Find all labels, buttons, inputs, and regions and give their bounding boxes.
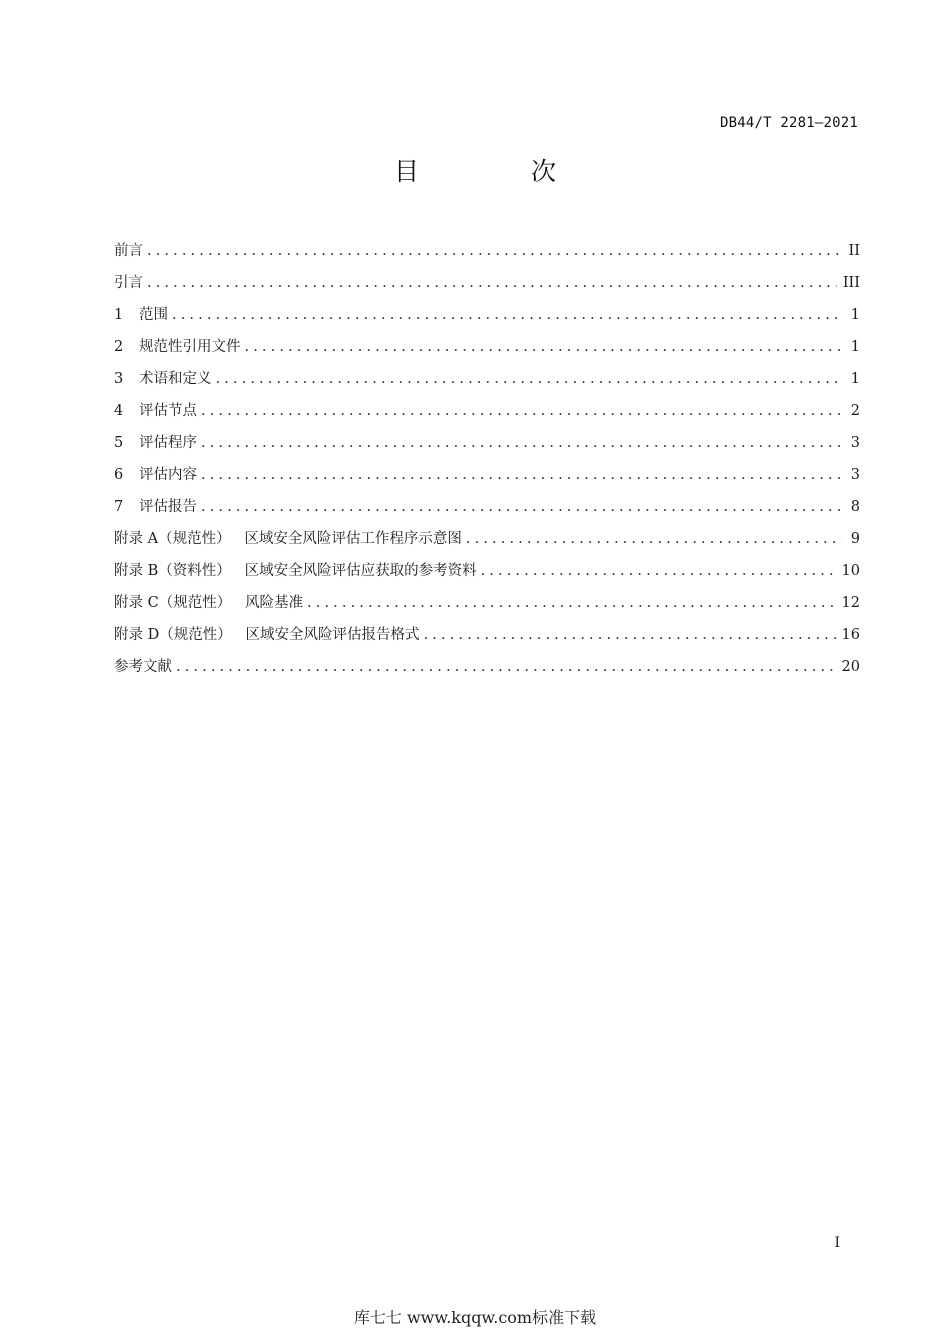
toc-entry-label: 评估内容 [139, 467, 197, 483]
toc-entry-number: 5 [114, 435, 124, 451]
toc-entry-page: 1 [850, 371, 860, 387]
toc-entry-number: 2 [114, 339, 124, 355]
toc-entry-assessment-content[interactable] [114, 463, 860, 495]
toc-leader-dots [201, 431, 842, 455]
toc-entry-scope[interactable] [114, 303, 860, 335]
toc-entry-foreword[interactable] [114, 239, 860, 271]
toc-entry-page: II [848, 243, 860, 259]
toc-leader-dots [481, 559, 836, 583]
toc-leader-dots [147, 271, 837, 295]
toc-entry-terms-definitions[interactable] [114, 367, 860, 399]
toc-entry-page: 12 [841, 595, 860, 611]
toc-entry-annex-a[interactable] [114, 527, 860, 559]
toc-title: 目 次 [394, 157, 608, 186]
toc-entry-annex-d[interactable] [114, 623, 860, 655]
toc-entry-page: 3 [850, 467, 860, 483]
page-number: I [834, 1235, 840, 1251]
toc-leader-dots [147, 239, 842, 263]
toc-entry-page: III [842, 275, 860, 291]
toc-entry-page: 8 [850, 499, 860, 515]
toc-entry-page: 3 [850, 435, 860, 451]
toc-entry-annex-b[interactable] [114, 559, 860, 591]
toc-entry-annex-c[interactable] [114, 591, 860, 623]
toc-entry-bibliography[interactable] [114, 655, 860, 687]
toc-leader-dots [216, 367, 843, 391]
toc-leader-dots [424, 623, 836, 647]
toc-entry-number: 7 [114, 499, 124, 515]
toc-entry-label: 评估报告 [139, 499, 197, 515]
toc-leader-dots [201, 463, 842, 487]
toc-entry-page: 1 [850, 339, 860, 355]
toc-entry-label: 参考文献 [114, 659, 172, 675]
footer-watermark: 库七七 www.kqqw.com标准下载 [353, 1308, 597, 1327]
toc-leader-dots [466, 527, 842, 551]
toc-entry-label: 评估程序 [139, 435, 197, 451]
toc-leader-dots [176, 655, 836, 679]
toc-entry-page: 16 [841, 627, 860, 643]
toc-entry-label: 前言 [114, 243, 143, 259]
toc-entry-normative-references[interactable] [114, 335, 860, 367]
toc-entry-page: 9 [850, 531, 860, 547]
toc-entry-assessment-report[interactable] [114, 495, 860, 527]
toc-entry-label: 附录 A（规范性） 区域安全风险评估工作程序示意图 [114, 531, 462, 547]
toc-entry-label: 附录 C（规范性） 风险基准 [114, 595, 304, 611]
toc-entry-label: 附录 B（资料性） 区域安全风险评估应获取的参考资料 [114, 563, 477, 579]
toc-entry-introduction[interactable] [114, 271, 860, 303]
toc-entry-assessment-nodes[interactable] [114, 399, 860, 431]
toc-entry-label: 评估节点 [139, 403, 197, 419]
toc-leader-dots [245, 335, 843, 359]
table-of-contents [114, 239, 860, 687]
toc-entry-page: 20 [841, 659, 860, 675]
toc-entry-label: 范围 [139, 307, 168, 323]
toc-entry-number: 4 [114, 403, 124, 419]
toc-entry-number: 6 [114, 467, 124, 483]
toc-entry-label: 规范性引用文件 [139, 339, 241, 355]
toc-entry-page: 2 [850, 403, 860, 419]
document-code: DB44/T 2281—2021 [719, 115, 858, 131]
toc-leader-dots [172, 303, 842, 327]
toc-entry-page: 1 [850, 307, 860, 323]
toc-entry-label: 附录 D（规范性） 区域安全风险评估报告格式 [114, 627, 420, 643]
toc-leader-dots [201, 399, 842, 423]
toc-entry-label: 引言 [114, 275, 143, 291]
toc-leader-dots [307, 591, 836, 615]
toc-entry-number: 3 [114, 371, 124, 387]
toc-leader-dots [201, 495, 842, 519]
toc-entry-page: 10 [841, 563, 860, 579]
toc-entry-label: 术语和定义 [139, 371, 212, 387]
toc-entry-number: 1 [114, 307, 124, 323]
toc-entry-assessment-procedure[interactable] [114, 431, 860, 463]
